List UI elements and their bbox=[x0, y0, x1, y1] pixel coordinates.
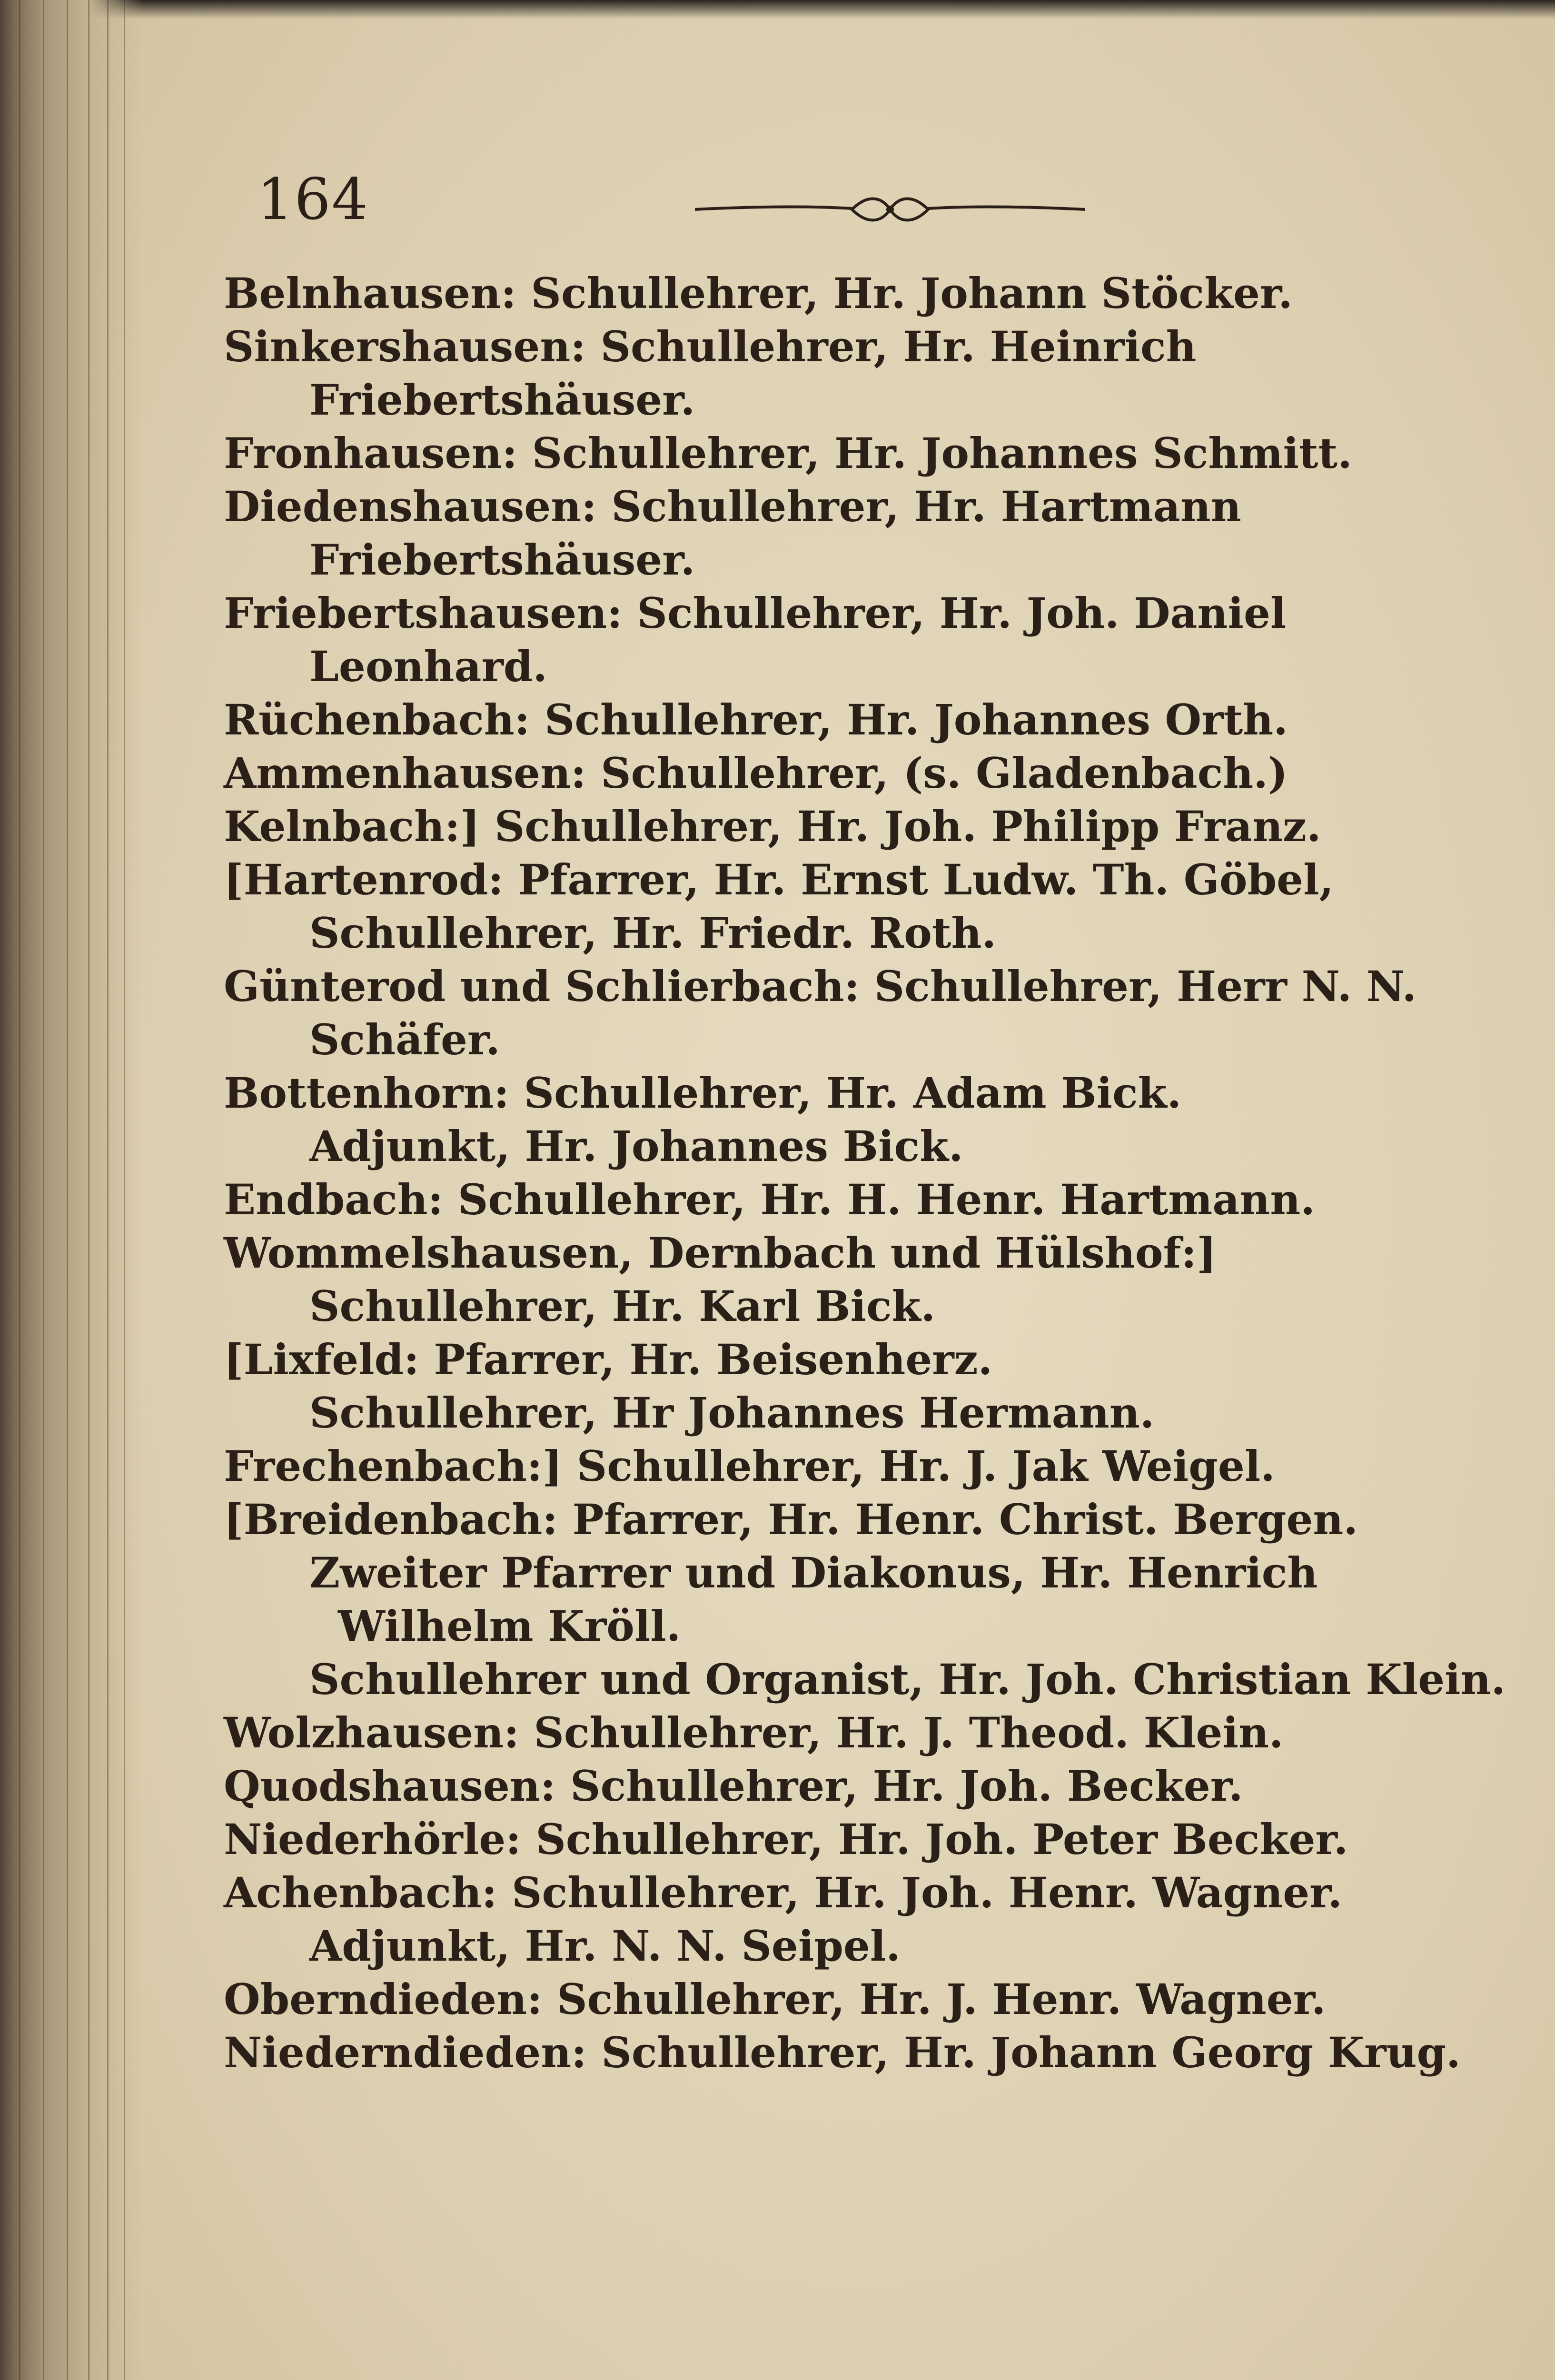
entry: [Breidenbach: Pfarrer, Hr. Henr. Christ. Bergen. bbox=[224, 1495, 1358, 1544]
entry-sub: Zweiter Pfarrer und Diakonus, Hr. Henrich Wilhelm Kröll. bbox=[309, 1548, 1318, 1651]
entry: Kelnbach:] Schullehrer, Hr. Joh. Philipp Franz. bbox=[224, 802, 1321, 851]
entry-sub: Schullehrer, Hr. Karl Bick. bbox=[309, 1281, 936, 1331]
entry: Quodshausen: Schullehrer, Hr. Joh. Becker. bbox=[224, 1761, 1243, 1811]
entry: Niederndieden: Schullehrer, Hr. Johann Georg Krug. bbox=[224, 2028, 1461, 2077]
page-edge-line bbox=[19, 0, 20, 2380]
page-edge-line bbox=[67, 0, 68, 2380]
entry: Bottenhorn: Schullehrer, Hr. Adam Bick. bbox=[224, 1068, 1182, 1118]
entry-sub: Schullehrer und Organist, Hr. Joh. Christian Klein. bbox=[309, 1655, 1506, 1704]
entries-list bbox=[224, 267, 1509, 2079]
entry: Wommelshausen, Dernbach und Hülshof:] bbox=[224, 1228, 1217, 1278]
entry-sub: Schullehrer, Hr Johannes Hermann. bbox=[309, 1388, 1155, 1438]
entry: Diedenshausen: Schullehrer, Hr. Hartmann Friebertshäuser. bbox=[224, 482, 1241, 585]
entry: [Hartenrod: Pfarrer, Hr. Ernst Ludw. Th. Göbel, bbox=[224, 855, 1334, 904]
page-edge-line bbox=[43, 0, 44, 2380]
entry: Fronhausen: Schullehrer, Hr. Johannes Schmitt. bbox=[224, 428, 1352, 478]
entry: [Lixfeld: Pfarrer, Hr. Beisenherz. bbox=[224, 1335, 993, 1384]
entry: Achenbach: Schullehrer, Hr. Joh. Henr. Wagner. bbox=[224, 1868, 1343, 1917]
page-number: 164 bbox=[257, 167, 369, 233]
page-edge-line bbox=[107, 0, 109, 2380]
entry-sub: Schullehrer, Hr. Friedr. Roth. bbox=[309, 908, 997, 958]
entry: Endbach: Schullehrer, Hr. H. Henr. Hartmann. bbox=[224, 1175, 1316, 1224]
entry: Günterod und Schlierbach: Schullehrer, Herr N. N. Schäfer. bbox=[224, 962, 1417, 1064]
page-edge-line bbox=[124, 0, 125, 2380]
entry: Rüchenbach: Schullehrer, Hr. Johannes Orth. bbox=[224, 695, 1288, 744]
binding-gutter bbox=[0, 0, 143, 2380]
entry-sub: Adjunkt, Hr. Johannes Bick. bbox=[309, 1121, 963, 1171]
entry: Oberndieden: Schullehrer, Hr. J. Henr. Wagner. bbox=[224, 1974, 1326, 2024]
page-edge-line bbox=[88, 0, 89, 2380]
entry: Wolzhausen: Schullehrer, Hr. J. Theod. Klein. bbox=[224, 1708, 1284, 1757]
entry: Friebertshausen: Schullehrer, Hr. Joh. Daniel Leonhard. bbox=[224, 588, 1287, 691]
entry: Niederhörle: Schullehrer, Hr. Joh. Peter Becker. bbox=[224, 1815, 1348, 1864]
entry: Belnhausen: Schullehrer, Hr. Johann Stöcker. bbox=[224, 268, 1293, 318]
page-header bbox=[0, 157, 1555, 252]
entry: Frechenbach:] Schullehrer, Hr. J. Jak Weigel. bbox=[224, 1441, 1275, 1491]
page-top-shadow bbox=[0, 0, 1555, 19]
entry: Ammenhausen: Schullehrer, (s. Gladenbach.) bbox=[224, 748, 1288, 798]
ornament-rule-icon bbox=[695, 190, 1085, 228]
entry-sub: Adjunkt, Hr. N. N. Seipel. bbox=[309, 1921, 901, 1971]
entry: Sinkershausen: Schullehrer, Hr. Heinrich Friebertshäuser. bbox=[224, 322, 1197, 425]
